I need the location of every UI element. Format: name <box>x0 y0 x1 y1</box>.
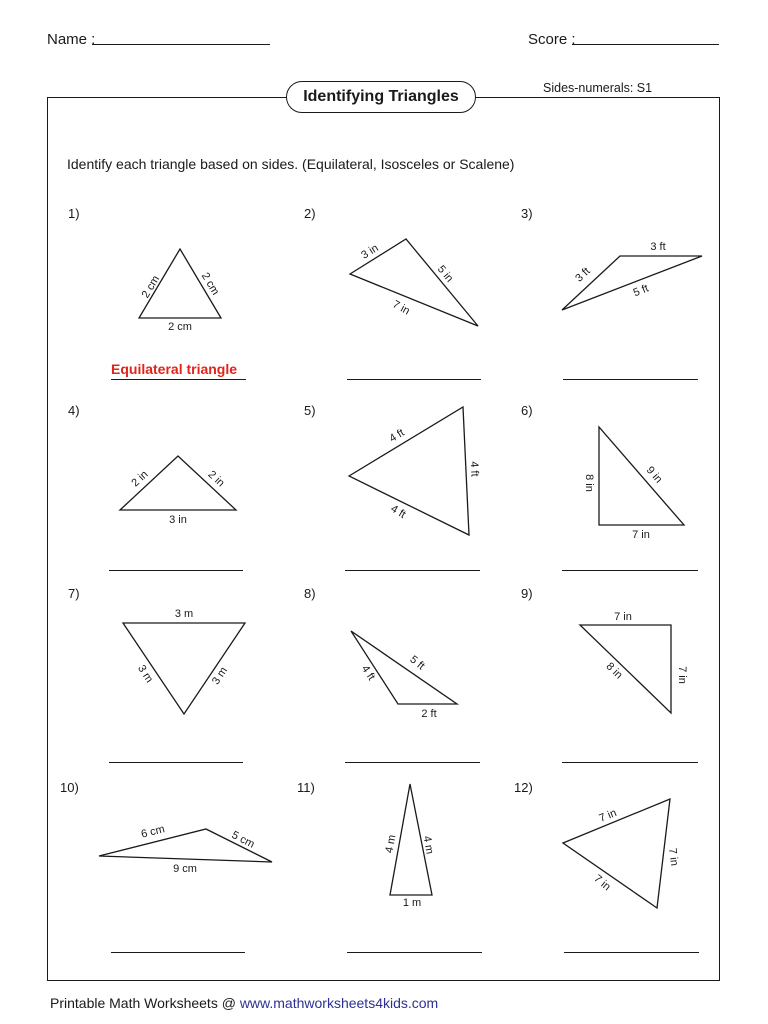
side-label: 2 cm <box>139 273 163 301</box>
side-label: 5 in <box>434 263 456 285</box>
question-number: 10) <box>60 780 79 795</box>
question-number: 1) <box>68 206 80 221</box>
side-label: 2 ft <box>421 707 437 720</box>
side-label: 7 in <box>597 807 619 825</box>
side-label: 5 ft <box>407 653 427 673</box>
question-number: 6) <box>521 403 533 418</box>
side-label: 4 m <box>383 833 399 855</box>
question-number: 5) <box>304 403 316 418</box>
side-label: 3 ft <box>573 265 593 285</box>
side-label: 1 m <box>402 896 422 909</box>
side-label: 7 in <box>666 847 681 867</box>
question-number: 8) <box>304 586 316 601</box>
side-label: 6 cm <box>139 823 166 841</box>
footer <box>50 995 438 1011</box>
question-number: 2) <box>304 206 316 221</box>
side-label: 9 cm <box>173 862 197 875</box>
answer-text: Equilateral triangle <box>111 361 238 377</box>
side-label: 8 in <box>583 474 596 492</box>
footer-text: Printable Math Worksheets @ <box>50 995 240 1011</box>
side-label: 8 in <box>603 660 625 682</box>
side-label: 7 in <box>632 528 650 541</box>
triangle-9 <box>580 625 671 713</box>
score-label: Score : <box>528 31 576 48</box>
name-label: Name : <box>47 31 96 48</box>
question-number: 11) <box>297 780 315 795</box>
side-label: 7 in <box>390 298 412 318</box>
side-label: 3 m <box>135 662 156 685</box>
worksheet-title: Identifying Triangles <box>286 81 476 113</box>
side-label: 4 ft <box>388 502 408 522</box>
side-label: 3 in <box>359 242 381 262</box>
footer-link[interactable]: www.mathworksheets4kids.com <box>239 995 439 1011</box>
side-label: 2 in <box>129 468 151 490</box>
side-label: 2 cm <box>198 270 222 298</box>
side-label: 9 in <box>643 464 665 486</box>
instructions: Identify each triangle based on sides. (Equilateral, Isosceles or Scalene) <box>67 156 515 172</box>
side-label: 2 cm <box>168 320 192 333</box>
side-label: 3 ft <box>650 240 666 253</box>
question-number: 9) <box>521 586 533 601</box>
side-label: 3 m <box>174 607 194 620</box>
question-number: 4) <box>68 403 80 418</box>
side-label: 5 ft <box>631 282 651 300</box>
side-label: 4 ft <box>467 461 481 477</box>
side-label: 3 in <box>169 513 187 526</box>
side-label: 7 in <box>614 610 632 623</box>
side-label: 3 m <box>209 664 230 687</box>
side-label: 4 m <box>420 834 436 856</box>
side-label: 5 cm <box>229 829 257 851</box>
question-number: 12) <box>514 780 533 795</box>
sheet-code: Sides-numerals: S1 <box>543 81 653 95</box>
side-label: 7 in <box>676 666 689 684</box>
question-number: 7) <box>68 586 80 601</box>
question-number: 3) <box>521 206 533 221</box>
triangle-6 <box>599 427 684 525</box>
side-label: 7 in <box>591 872 613 894</box>
triangle-5 <box>349 407 469 535</box>
side-label: 2 in <box>205 468 227 490</box>
side-label: 4 ft <box>358 663 378 683</box>
side-label: 4 ft <box>387 426 407 446</box>
